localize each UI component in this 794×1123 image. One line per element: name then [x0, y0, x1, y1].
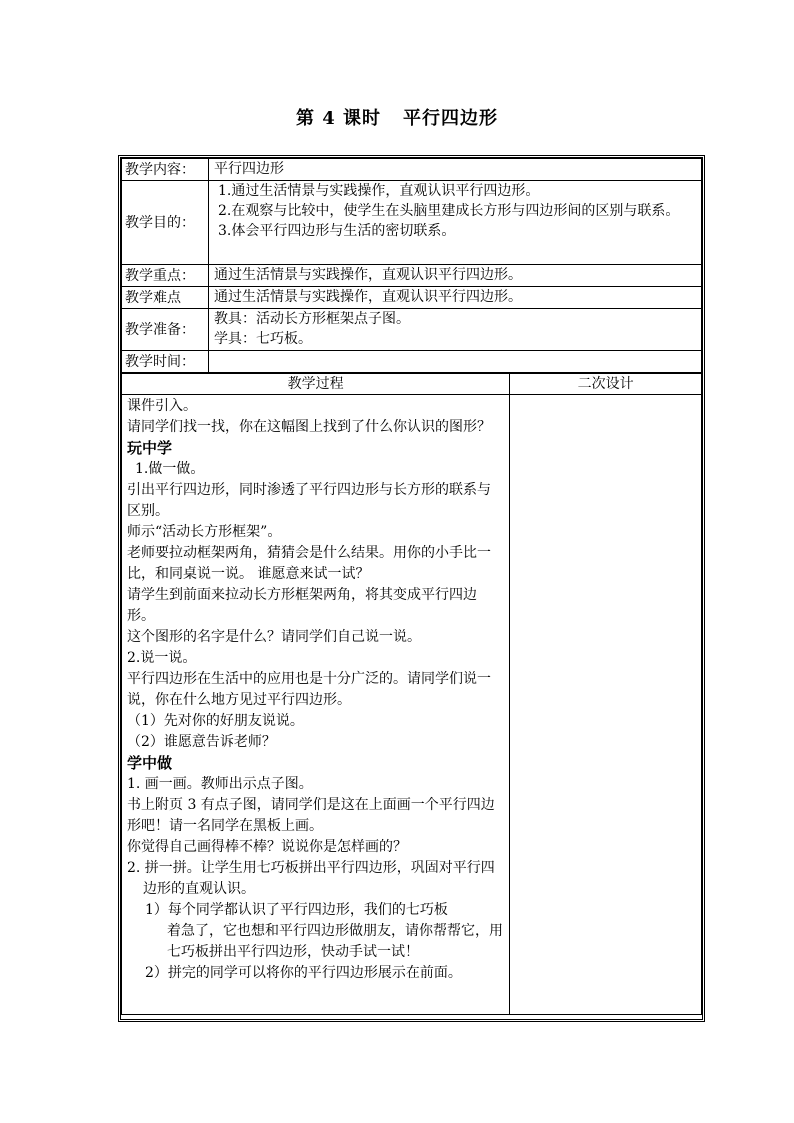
- time-value: [209, 351, 702, 373]
- lesson-plan-table: [118, 155, 705, 1022]
- process-line: 老师要拉动框架两角，猜猜会是什么结果。用你的小手比一比，和同桌说一说。 谁愿意来试一试？: [127, 545, 491, 582]
- content-value: 平行四边形: [209, 159, 702, 181]
- goal-item: 2.在观察与比较中，使学生在头脑里建成长方形与四边形间的区别与联系。: [218, 203, 680, 219]
- process-line: 1.做一做。: [135, 461, 205, 477]
- lesson-info-table: [121, 158, 702, 373]
- preparation-item: 学具：七巧板。: [214, 331, 312, 347]
- goal-item: 1.通过生活情景与实践操作，直观认识平行四边形。: [218, 183, 540, 199]
- second-design-content: [510, 395, 702, 1015]
- key-point-value: 通过生活情景与实践操作，直观认识平行四边形。: [209, 265, 702, 287]
- section-heading: 玩中学: [127, 439, 173, 457]
- process-line: 2.说一说。: [127, 650, 197, 666]
- content-label: 教学内容：: [122, 159, 209, 181]
- process-line: 你觉得自己画得棒不棒？说说你是怎样画的？: [127, 839, 407, 855]
- process-content: [122, 395, 510, 1015]
- process-line: 2. 拼一拼。让学生用七巧板拼出平行四边形，巩固对平行四边形的直观认识。: [127, 860, 495, 897]
- preparation-item: 教具：活动长方形框架点子图。: [214, 311, 410, 327]
- process-line: 着急了，它也想和平行四边形做朋友，请你帮帮它，用七巧板拼出平行四边形，快动手试一试！: [167, 923, 503, 960]
- difficulty-label: 教学难点: [122, 287, 209, 309]
- process-line: 1. 画一画。教师出示点子图。: [127, 776, 313, 792]
- process-line: 课件引入。: [127, 398, 197, 414]
- goal-list: [209, 181, 702, 265]
- difficulty-value: 通过生活情景与实践操作，直观认识平行四边形。: [209, 287, 702, 309]
- process-line: 这个图形的名字是什么？请同学们自己说一说。: [127, 629, 421, 645]
- page-title: [0, 104, 794, 130]
- process-table: [121, 373, 702, 1015]
- preparation-list: [209, 309, 702, 351]
- key-point-label: 教学重点：: [122, 265, 209, 287]
- process-header: 教学过程: [122, 374, 510, 395]
- process-line: 书上附页 3 有点子图，请同学们是这在上面画一个平行四边形吧！请一名同学在黑板上画。: [127, 797, 495, 834]
- time-label: 教学时间：: [122, 351, 209, 373]
- process-line: （1）先对你的好朋友说说。: [127, 713, 304, 729]
- process-line: 引出平行四边形，同时渗透了平行四边形与长方形的联系与区别。: [127, 482, 491, 519]
- process-line: 2）拼完的同学可以将你的平行四边形展示在前面。: [145, 965, 462, 981]
- process-line: 平行四边形在生活中的应用也是十分广泛的。请同学们说一说，你在什么地方见过平行四边形。: [127, 671, 491, 708]
- process-line: 1）每个同学都认识了平行四边形，我们的七巧板: [145, 902, 448, 918]
- goal-item: 3.体会平行四边形与生活的密切联系。: [218, 223, 456, 239]
- preparation-label: 教学准备：: [122, 309, 209, 351]
- section-heading: 学中做: [127, 754, 173, 772]
- process-line: 请学生到前面来拉动长方形框架两角，将其变成平行四边形。: [127, 587, 477, 624]
- lesson-number: 第 4 课时: [295, 108, 382, 129]
- second-design-header: 二次设计: [510, 374, 702, 395]
- goal-label: 教学目的：: [122, 181, 209, 265]
- lesson-topic: 平行四边形: [403, 108, 499, 129]
- process-line: 师示“活动长方形框架”。: [127, 524, 282, 540]
- process-line: （2）谁愿意告诉老师？: [127, 734, 276, 750]
- process-line: 请同学们找一找，你在这幅图上找到了什么你认识的图形？: [127, 419, 491, 435]
